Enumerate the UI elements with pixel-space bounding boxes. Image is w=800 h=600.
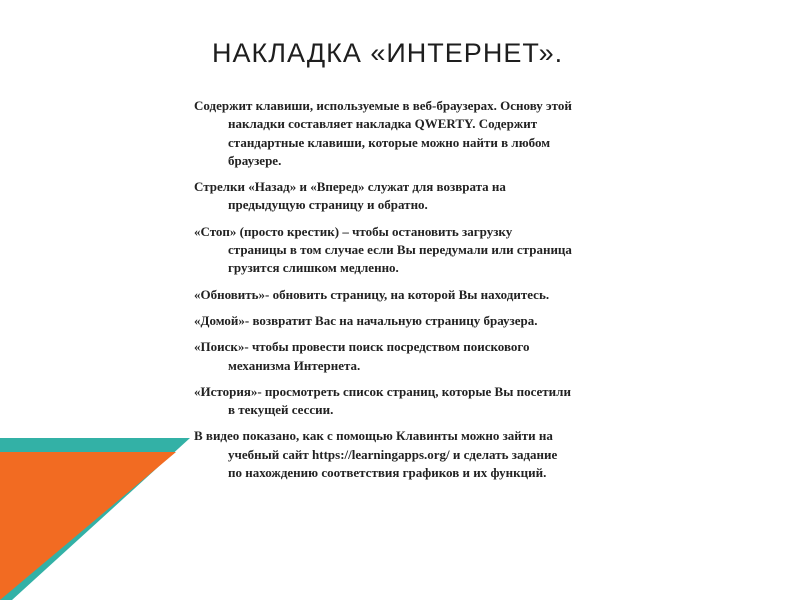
paragraph-refresh: «Обновить»- обновить страницу, на которой Вы находитесь.	[194, 286, 550, 302]
paragraph-home: «Домой»- возвратит Вас на начальную страницу браузера.	[194, 312, 538, 328]
slide-title: НАКЛАДКА «ИНТЕРНЕТ».	[212, 38, 564, 68]
paragraph-stop: «Стоп» (просто крестик) – чтобы остановить загрузку страницы в том случае если Вы передумали или страница грузится слишком медленно.	[194, 223, 572, 276]
paragraph-back-forward: Стрелки «Назад» и «Вперед» служат для возврата на предыдущую страницу и обратно.	[194, 179, 506, 213]
paragraph-overview: Содержит клавиши, используемые в веб-браузерах. Основу этой накладки составляет накладка QWERTY. Содержит стандартные клавиши, которые можно найти в любом браузере.	[194, 98, 572, 168]
paragraph-search: «Поиск»- чтобы провести поиск посредством поискового механизма Интернета.	[194, 339, 530, 373]
paragraph-history: «История»- просмотреть список страниц, которые Вы посетили в текущей сессии.	[194, 383, 571, 418]
paragraph-video: В видео показано, как с помощью Клавинты можно зайти на учебный сайт https://learningapps.org/ и сделать задание по нахождению соответствия графиков и их функций.	[194, 428, 558, 481]
content-list	[194, 97, 574, 490]
